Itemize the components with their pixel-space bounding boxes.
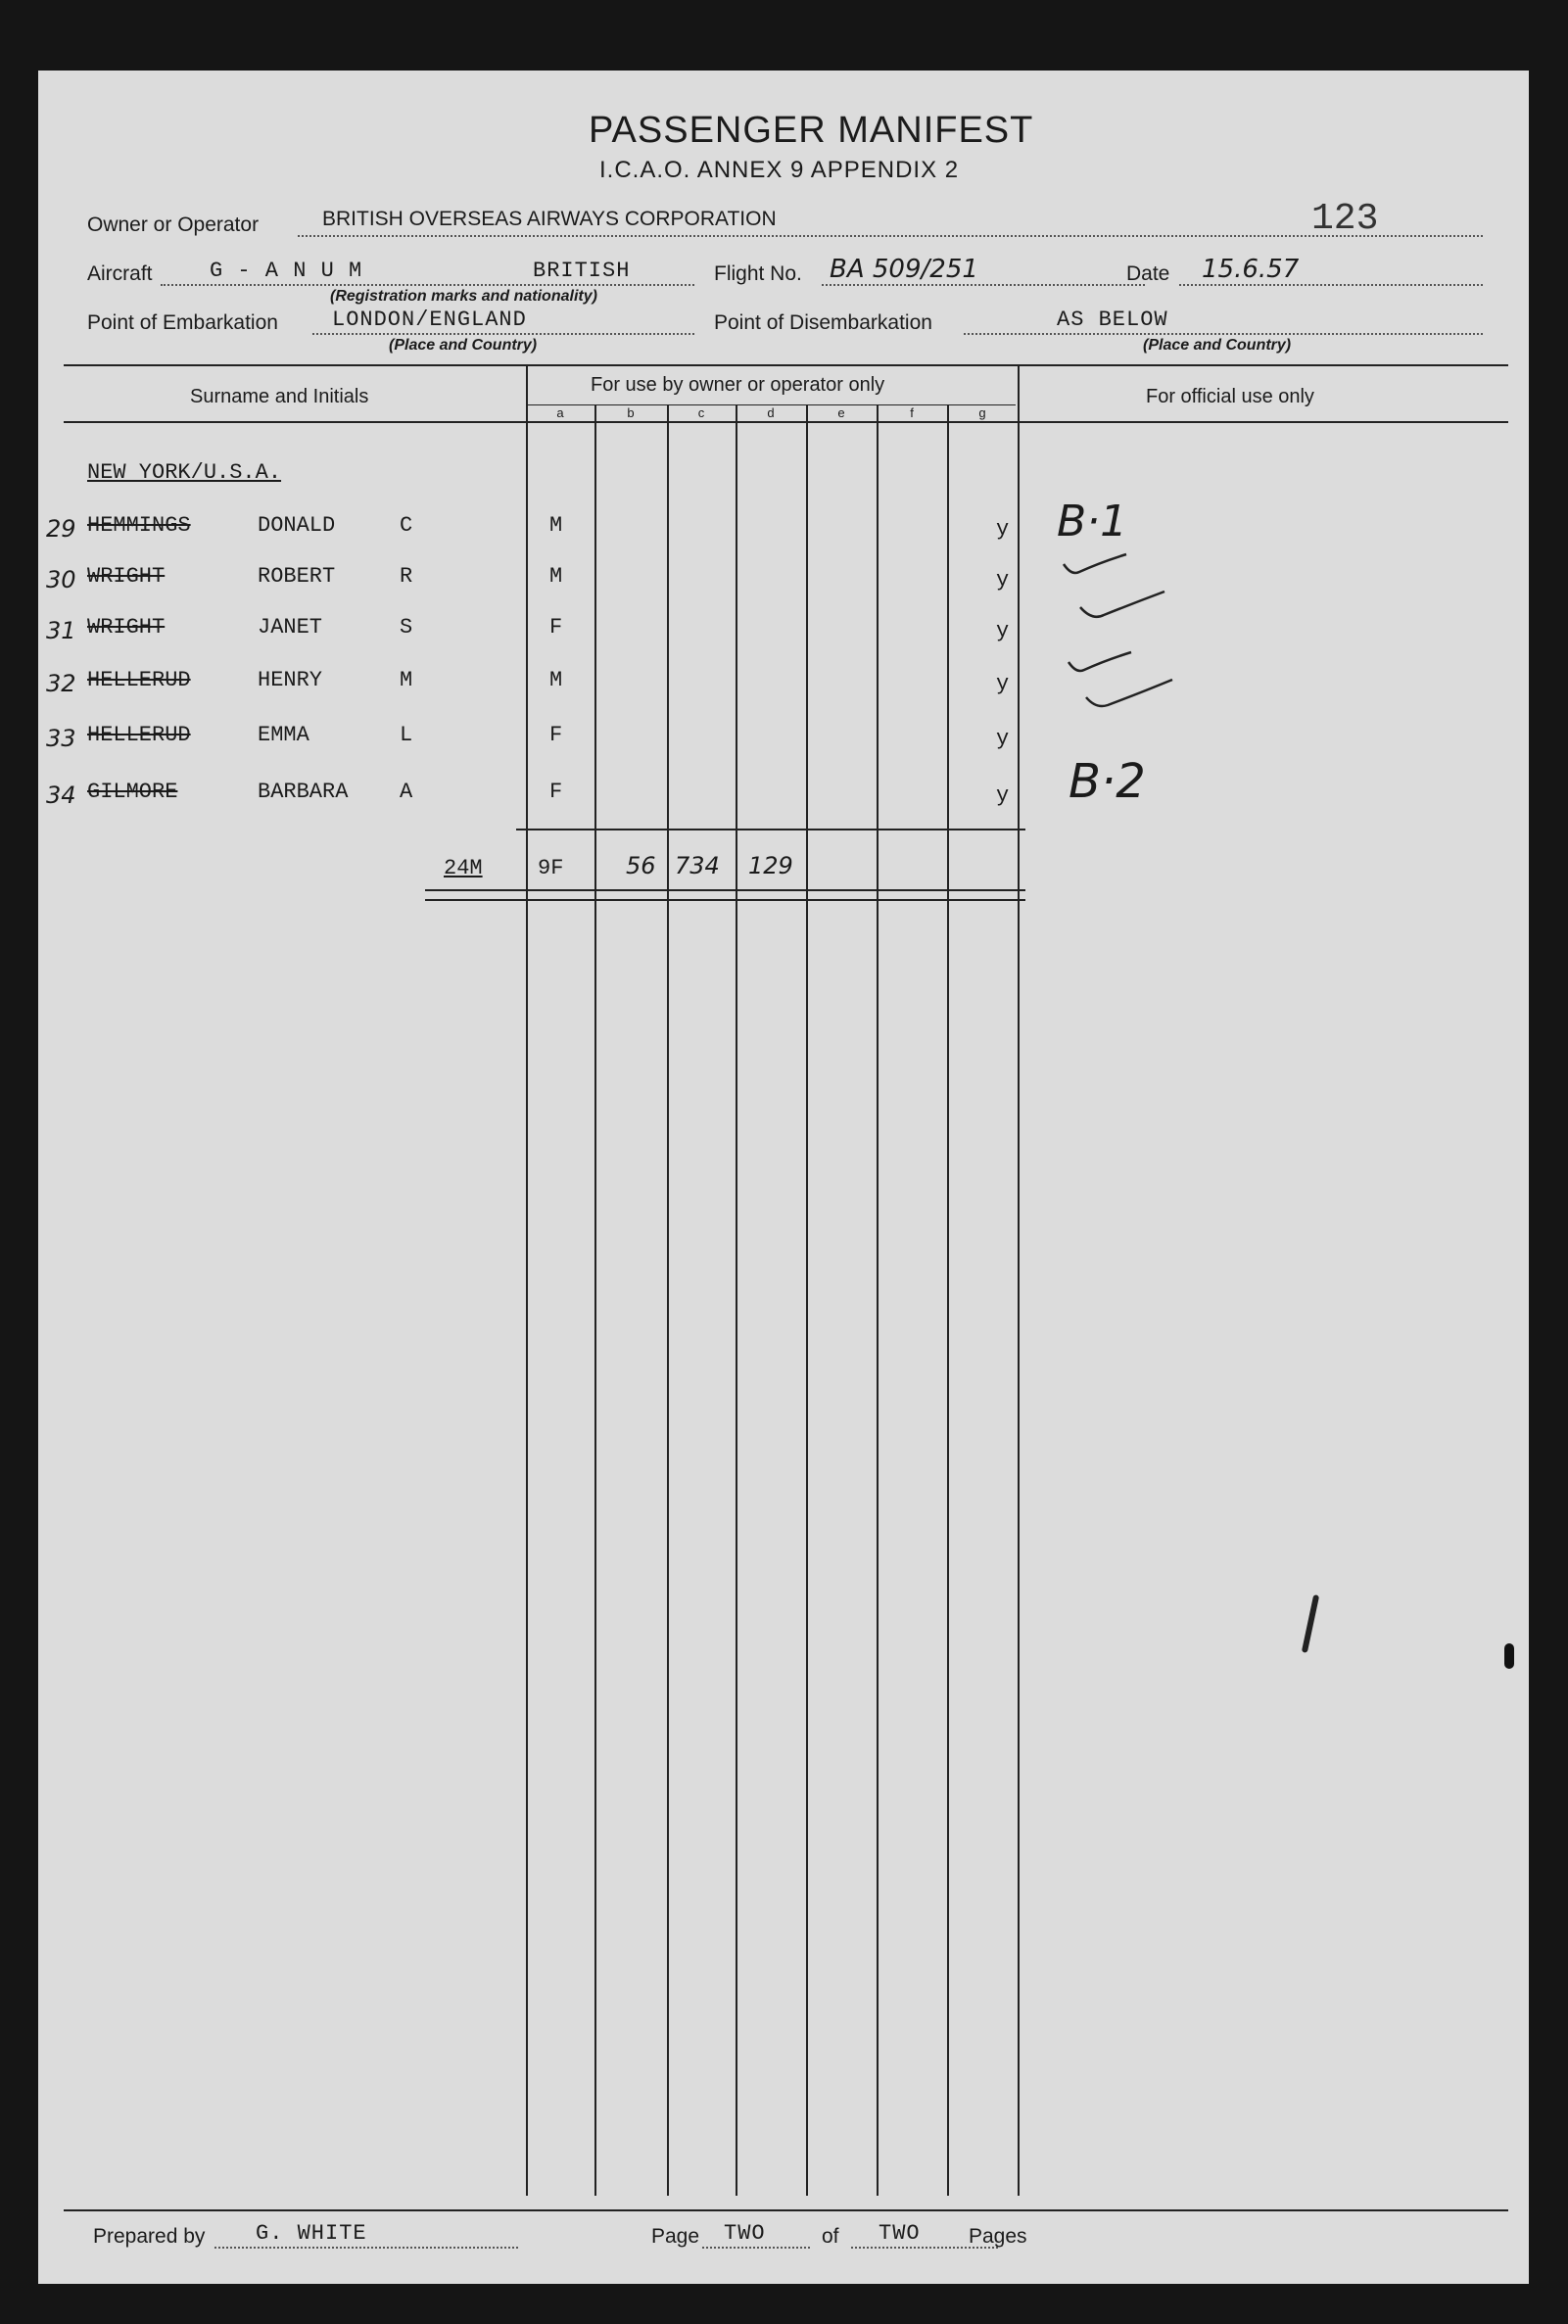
col-surname-header: Surname and Initials <box>190 386 369 407</box>
of-value: TWO <box>879 2221 921 2246</box>
passenger-initial: A <box>400 780 413 804</box>
passenger-col-g: y <box>996 672 1010 696</box>
passenger-surname: HEMMINGS <box>87 513 191 538</box>
prepared-by-value: G. WHITE <box>256 2221 367 2246</box>
date-value: 15.6.57 <box>1202 255 1300 284</box>
ink-mark <box>1302 1594 1319 1653</box>
passenger-first-name: DONALD <box>258 513 336 538</box>
passenger-col-g: y <box>996 783 1010 808</box>
passenger-sex: M <box>549 668 563 692</box>
passenger-initial: L <box>400 723 413 747</box>
flight-value: BA 509/251 <box>830 255 978 284</box>
passenger-surname: HELLERUD <box>87 668 191 692</box>
disembarkation-label: Point of Disembarkation <box>714 311 932 334</box>
passenger-col-g: y <box>996 619 1010 643</box>
prepared-by-label: Prepared by <box>93 2225 206 2248</box>
passenger-col-g: y <box>996 517 1010 542</box>
official-check-mark <box>1078 590 1166 623</box>
passenger-initial: R <box>400 564 413 589</box>
disembarkation-value: AS BELOW <box>1057 308 1168 332</box>
page-subtitle: I.C.A.O. ANNEX 9 APPENDIX 2 <box>599 157 960 183</box>
passenger-sex: F <box>549 780 563 804</box>
destination-heading: NEW YORK/U.S.A. <box>87 460 282 485</box>
ink-mark <box>1504 1643 1514 1669</box>
passenger-first-name: EMMA <box>258 723 309 747</box>
manifest-page <box>38 71 1529 2284</box>
passenger-sex: M <box>549 513 563 538</box>
date-label: Date <box>1126 262 1170 285</box>
owner-value: BRITISH OVERSEAS AIRWAYS CORPORATION <box>322 208 777 230</box>
col-official-header: For official use only <box>1146 386 1314 407</box>
flight-label: Flight No. <box>714 262 802 285</box>
passenger-first-name: HENRY <box>258 668 323 692</box>
aircraft-nationality: BRITISH <box>533 259 631 283</box>
passenger-sex: F <box>549 615 563 640</box>
aircraft-registration: G - A N U M <box>210 259 363 283</box>
of-label: of <box>822 2225 839 2248</box>
totals-col-a: 9F <box>538 856 564 880</box>
passenger-initial: S <box>400 615 413 640</box>
totals-males: 24M <box>444 856 483 880</box>
page-label: Page <box>651 2225 700 2248</box>
page-title: PASSENGER MANIFEST <box>589 110 1034 151</box>
passenger-first-name: ROBERT <box>258 564 336 589</box>
embarkation-label: Point of Embarkation <box>87 311 278 334</box>
passenger-number: 29 <box>46 515 76 543</box>
totals-col-b: 56 <box>626 852 656 879</box>
disembarkation-note: (Place and Country) <box>1143 337 1292 354</box>
official-check-mark <box>1062 552 1130 580</box>
official-check-mark <box>1067 650 1135 678</box>
passenger-number: 33 <box>46 725 76 752</box>
col-letter-a: a <box>556 405 564 420</box>
passenger-number: 32 <box>46 670 76 697</box>
aircraft-label: Aircraft <box>87 262 153 285</box>
passenger-surname: WRIGHT <box>87 564 166 589</box>
passenger-number: 31 <box>46 617 76 644</box>
col-letter-d: d <box>767 405 775 420</box>
official-check-mark <box>1084 678 1174 711</box>
col-letter-g: g <box>978 405 986 420</box>
col-letter-e: e <box>837 405 845 420</box>
col-letter-c: c <box>697 405 705 420</box>
totals-col-d: 129 <box>748 852 793 879</box>
passenger-initial: C <box>400 513 413 538</box>
passenger-number: 30 <box>46 566 76 593</box>
col-letter-b: b <box>627 405 635 420</box>
page-number: 123 <box>1311 198 1379 240</box>
passenger-sex: F <box>549 723 563 747</box>
passenger-initial: M <box>400 668 413 692</box>
col-letter-f: f <box>910 405 914 420</box>
passenger-surname: WRIGHT <box>87 615 166 640</box>
passenger-surname: GILMORE <box>87 780 178 804</box>
official-mark: B·2 <box>1069 754 1146 809</box>
embarkation-value: LONDON/ENGLAND <box>332 308 527 332</box>
official-mark: B·1 <box>1057 497 1128 546</box>
col-owner-header: For use by owner or operator only <box>591 374 885 396</box>
passenger-sex: M <box>549 564 563 589</box>
passenger-col-g: y <box>996 727 1010 751</box>
passenger-number: 34 <box>46 782 76 809</box>
passenger-surname: HELLERUD <box>87 723 191 747</box>
passenger-first-name: JANET <box>258 615 323 640</box>
aircraft-note: (Registration marks and nationality) <box>330 288 597 305</box>
passenger-first-name: BARBARA <box>258 780 349 804</box>
embarkation-note: (Place and Country) <box>389 337 538 354</box>
passenger-col-g: y <box>996 568 1010 593</box>
totals-col-c: 734 <box>675 852 720 879</box>
page-value: TWO <box>724 2221 766 2246</box>
pages-label: Pages <box>969 2225 1027 2248</box>
owner-label: Owner or Operator <box>87 213 260 236</box>
